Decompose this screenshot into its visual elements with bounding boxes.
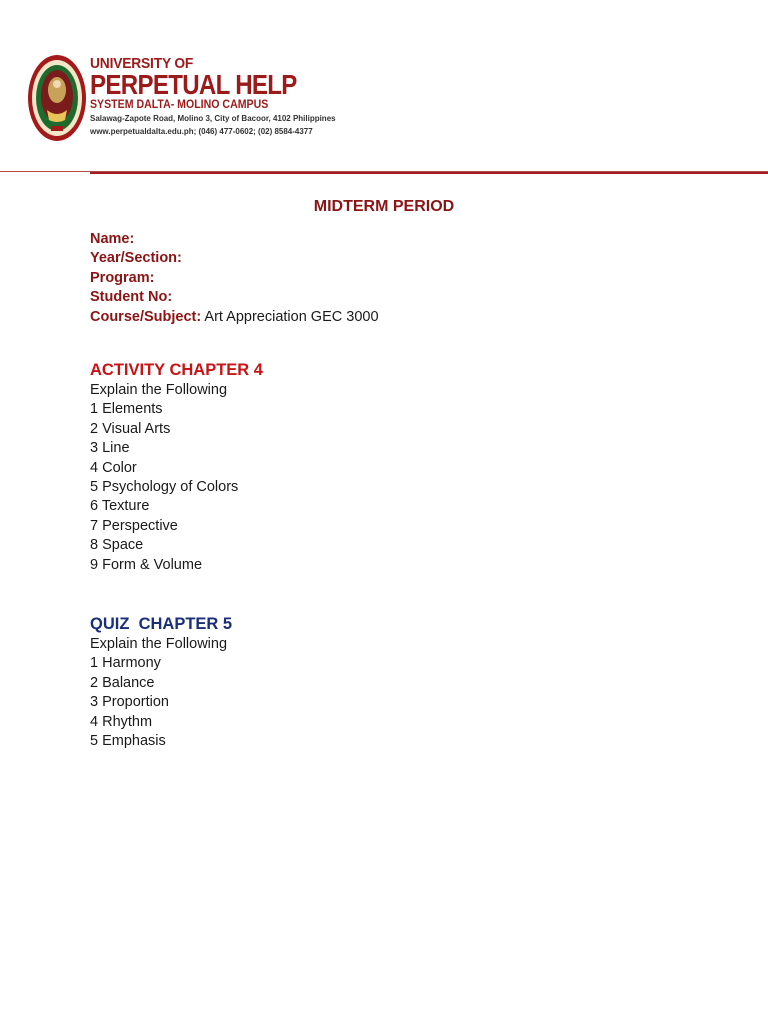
list-item: 5 Emphasis	[90, 733, 166, 750]
letterhead-university-name: PERPETUAL HELP	[90, 69, 297, 100]
letterhead-campus: SYSTEM DALTA- MOLINO CAMPUS	[90, 99, 269, 111]
list-item: 7 Perspective	[90, 517, 178, 534]
field-course-subject	[90, 308, 379, 327]
list-item: 5 Psychology of Colors	[90, 479, 239, 496]
activity-section	[90, 360, 263, 575]
field-label: Student No:	[90, 289, 173, 306]
activity-heading: ACTIVITY CHAPTER 4	[90, 361, 263, 379]
field-value: Art Appreciation GEC 3000	[201, 308, 379, 325]
letterhead-address: Salawag-Zapote Road, Molino 3, City of Bacoor, 4102 Philippines	[90, 113, 336, 123]
field-label: Course/Subject:	[90, 308, 202, 325]
field-name	[90, 230, 379, 249]
quiz-instruction: Explain the Following	[90, 636, 228, 652]
university-seal-icon	[27, 54, 87, 142]
activity-instruction: Explain the Following	[90, 382, 228, 398]
letterhead-contact: www.perpetualdalta.edu.ph; (046) 477-0602; (02) 8584-4377	[90, 126, 313, 136]
field-label: Program:	[90, 269, 155, 286]
field-label: Year/Section:	[90, 250, 182, 267]
quiz-section	[90, 614, 232, 751]
letterhead	[0, 0, 768, 180]
list-item: 6 Texture	[90, 498, 150, 515]
student-info	[90, 230, 379, 327]
list-item: 2 Balance	[90, 674, 155, 691]
list-item: 1 Harmony	[90, 655, 161, 672]
list-item: 3 Proportion	[90, 694, 169, 711]
header-divider-thick	[90, 172, 768, 174]
field-label: Name:	[90, 231, 135, 247]
list-item: 2 Visual Arts	[90, 420, 171, 437]
field-student-no	[90, 288, 379, 307]
list-item: 8 Space	[90, 537, 144, 554]
list-item: 9 Form & Volume	[90, 556, 203, 573]
list-item: 3 Line	[90, 440, 130, 457]
field-program	[90, 269, 379, 288]
quiz-heading: QUIZ CHAPTER 5	[90, 615, 233, 633]
page-title: MIDTERM PERIOD	[313, 198, 455, 215]
letterhead-line1: UNIVERSITY OF	[90, 55, 194, 72]
list-item: 1 Elements	[90, 401, 163, 418]
list-item: 4 Color	[90, 459, 137, 476]
list-item: 4 Rhythm	[90, 713, 153, 730]
field-year-section	[90, 249, 379, 268]
